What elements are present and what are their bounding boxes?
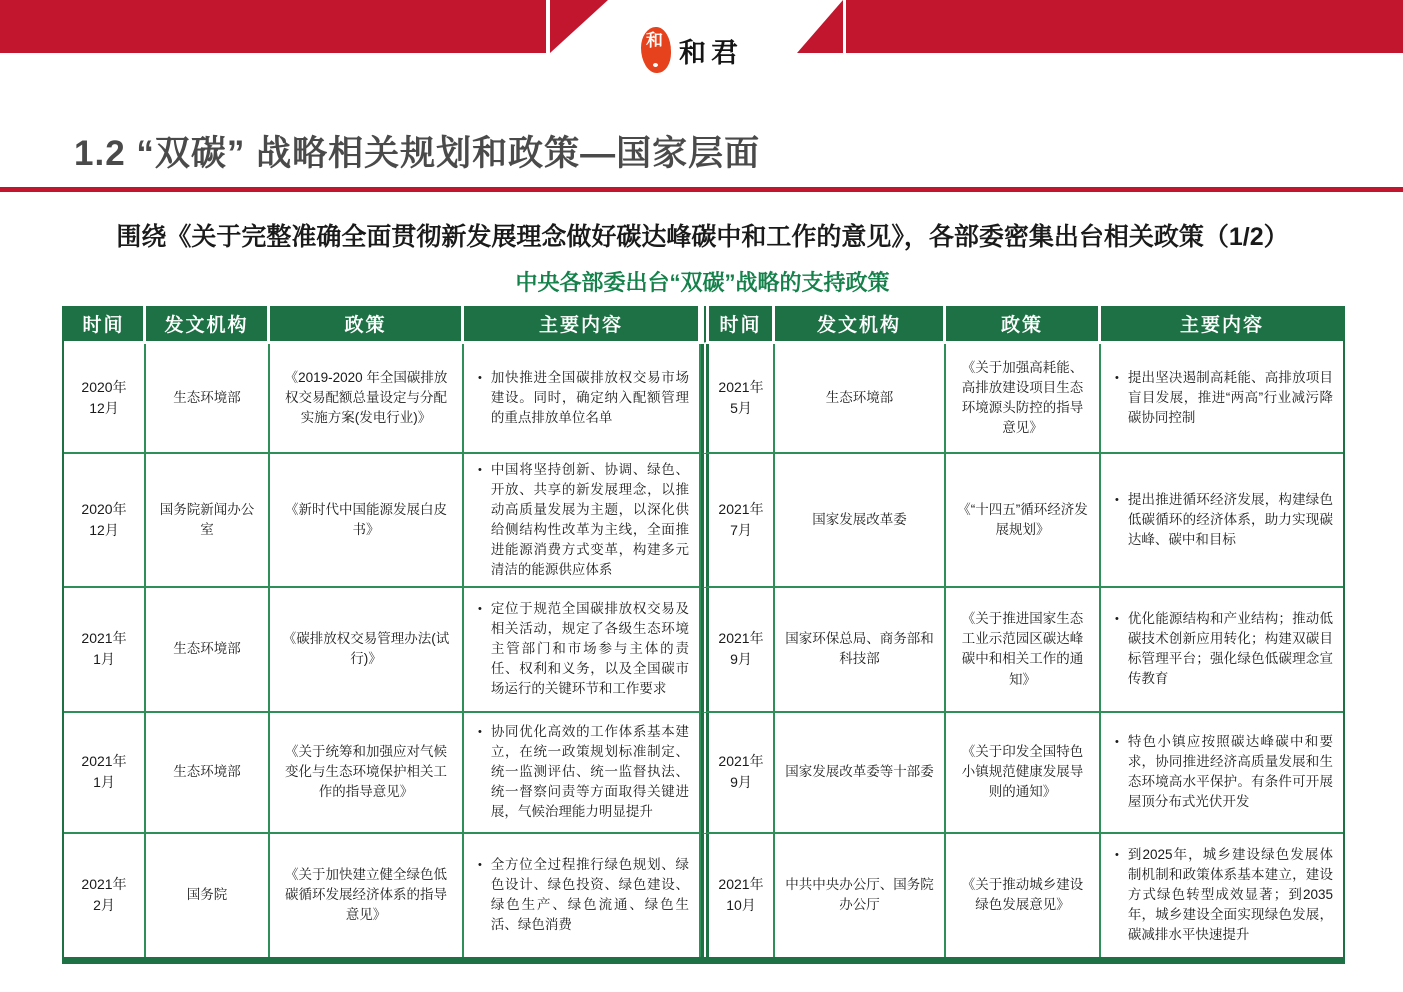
content-text: 中国将坚持创新、协调、绿色、开放、共享的新发展理念，以推动高质量发展为主题，以深化供给侧结构性改革为主线，全面推进能源消费方式变革，构建多元清洁的能源供应体系 (490, 462, 689, 577)
time-year: 2021年 (81, 876, 127, 893)
agency-cell: 国务院新闻办公室 (146, 454, 270, 588)
content-cell (1101, 454, 1343, 588)
time-cell (64, 454, 146, 588)
content-text: 到2025年，城乡建设绿色发展体制机制和政策体系基本建立，建设方式绿色转型成效显著；到2035年，城乡建设全面实现绿色发展，碳减排水平快速提升 (1127, 847, 1333, 943)
content-cell (464, 454, 701, 588)
col-header-time: 时间 (64, 306, 146, 344)
content-row (1101, 362, 1343, 434)
content-text: 全方位全过程推行绿色规划、绿色设计、绿色投资、绿色建设、绿色生产、绿色流通、绿色生活、绿色消费 (490, 857, 689, 933)
title-divider (0, 187, 1403, 192)
agency-cell: 国务院 (146, 834, 270, 957)
time-year: 2021年 (718, 379, 764, 395)
content-text: 定位于规范全国碳排放权交易及相关活动，规定了各级生态环境主管部门和市场参与主体的责任、权利和义务，以及全国碳市场运行的关键环节和工作要求 (490, 601, 689, 697)
content-cell (464, 344, 701, 454)
time-year: 2021年 (718, 876, 764, 893)
time-cell (701, 344, 775, 454)
col-header-content: 主要内容 (464, 306, 701, 344)
time-year: 2021年 (81, 753, 127, 770)
bullet-icon: • (478, 859, 482, 872)
content-row (464, 593, 699, 705)
agency-cell: 生态环境部 (146, 713, 270, 834)
agency-cell: 中共中央办公厅、国务院办公厅 (775, 834, 946, 957)
policy-cell: 《关于推进国家生态工业示范园区碳达峰碳中和相关工作的通知》 (946, 588, 1101, 713)
time-month: 1月 (93, 774, 115, 791)
band-left-rect (0, 0, 546, 53)
time-month: 12月 (89, 521, 119, 538)
content-cell (1101, 588, 1343, 713)
time-month: 9月 (730, 651, 752, 668)
col-header-policy-right: 政策 (946, 306, 1101, 344)
policy-table (64, 306, 1343, 957)
time-year: 2021年 (81, 630, 127, 647)
bullet-icon: • (1115, 849, 1119, 862)
time-year: 2021年 (718, 753, 764, 770)
table-row (64, 834, 1343, 957)
content-cell (464, 713, 701, 834)
content-row (464, 454, 699, 586)
subtitle: 围绕《关于完整准确全面贯彻新发展理念做好碳达峰碳中和工作的意见》，各部委密集出台相关政策（1/2） (116, 223, 1289, 251)
band-left-triangle (550, 0, 608, 53)
content-row (1101, 603, 1343, 695)
content-text: 协同优化高效的工作体系基本建立，在统一政策规划标准制定、统一监测评估、统一监督执法、统一督察问责等方面取得关键进展，气候治理能力明显提升 (490, 724, 689, 820)
time-cell (701, 588, 775, 713)
hejun-logo-text: 和君 (679, 37, 743, 68)
time-month: 2月 (93, 897, 115, 914)
content-cell (464, 588, 701, 713)
content-cell (1101, 834, 1343, 957)
seal-curl-icon (651, 61, 660, 69)
table-body (64, 344, 1343, 957)
content-text: 特色小镇应按照碳达峰碳中和要求，协同推进经济高质量发展和生态环境高水平保护。有条件可开展屋顶分布式光伏开发 (1127, 734, 1333, 810)
content-row (464, 362, 699, 434)
content-text: 提出推进循环经济发展，构建绿色低碳循环的经济体系，助力实现碳达峰、碳中和目标 (1127, 491, 1333, 547)
time-year: 2020年 (81, 379, 127, 395)
time-cell (64, 834, 146, 957)
page-title: 1.2 “双碳” 战略相关规划和政策—国家层面 (74, 134, 761, 173)
table-caption: 中央各部委出台“双碳”战略的支持政策 (515, 270, 890, 295)
policy-table-wrap (62, 306, 1345, 964)
agency-cell: 生态环境部 (146, 588, 270, 713)
time-cell (64, 344, 146, 454)
table-row (64, 588, 1343, 713)
col-header-agency: 发文机构 (146, 306, 270, 344)
time-month: 12月 (89, 400, 119, 416)
content-row (464, 716, 699, 828)
band-right-triangle (797, 0, 843, 53)
content-row (1101, 726, 1343, 818)
table-header-row (64, 306, 1343, 344)
table-row (64, 713, 1343, 834)
agency-cell: 国家发展改革委等十部委 (775, 713, 946, 834)
content-row (1101, 839, 1343, 951)
bullet-icon: • (1115, 736, 1119, 749)
policy-cell: 《关于加快建立健全绿色低碳循环发展经济体系的指导意见》 (270, 834, 464, 957)
col-header-agency-right: 发文机构 (775, 306, 946, 344)
seal-character: 和 (646, 31, 663, 50)
table-row (64, 344, 1343, 454)
time-month: 1月 (93, 651, 115, 668)
content-cell (1101, 344, 1343, 454)
time-year: 2020年 (81, 500, 127, 517)
time-year: 2021年 (718, 500, 764, 517)
content-text: 提出坚决遏制高耗能、高排放项目盲目发展，推进“两高”行业减污降碳协同控制 (1127, 370, 1333, 425)
time-cell (701, 454, 775, 588)
content-text: 优化能源结构和产业结构；推动低碳技术创新应用转化；构建双碳目标管理平台；强化绿色低碳理念宣传教育 (1127, 611, 1333, 687)
policy-cell: 《关于推动城乡建设绿色发展意见》 (946, 834, 1101, 957)
bullet-icon: • (1115, 372, 1119, 385)
hejun-seal-icon (641, 27, 671, 73)
col-header-policy: 政策 (270, 306, 464, 344)
table-row (64, 454, 1343, 588)
agency-cell: 国家发展改革委 (775, 454, 946, 588)
time-month: 9月 (730, 774, 752, 791)
time-cell (701, 713, 775, 834)
bullet-icon: • (478, 464, 482, 476)
col-header-content-right: 主要内容 (1101, 306, 1343, 344)
col-header-time-right: 时间 (701, 306, 775, 344)
agency-cell: 生态环境部 (775, 344, 946, 454)
time-cell (701, 834, 775, 957)
time-year: 2021年 (718, 630, 764, 647)
agency-cell: 生态环境部 (146, 344, 270, 454)
time-cell (64, 713, 146, 834)
time-month: 10月 (726, 897, 756, 914)
bullet-icon: • (478, 726, 482, 739)
time-month: 7月 (730, 521, 752, 538)
bullet-icon: • (478, 372, 482, 385)
bullet-icon: • (1115, 493, 1119, 506)
policy-cell: 《2019-2020 年全国碳排放权交易配额总量设定与分配实施方案(发电行业)》 (270, 344, 464, 454)
hejun-logo (641, 27, 743, 73)
policy-cell: 《关于加强高耗能、高排放建设项目生态环境源头防控的指导意见》 (946, 344, 1101, 454)
policy-cell: 《“十四五”循环经济发展规划》 (946, 454, 1101, 588)
content-cell (1101, 713, 1343, 834)
time-cell (64, 588, 146, 713)
policy-cell: 《新时代中国能源发展白皮书》 (270, 454, 464, 588)
content-text: 加快推进全国碳排放权交易市场建设。同时，确定纳入配额管理的重点排放单位名单 (490, 370, 689, 425)
time-month: 5月 (730, 400, 752, 416)
policy-cell: 《关于统筹和加强应对气候变化与生态环境保护相关工作的指导意见》 (270, 713, 464, 834)
content-row (464, 849, 699, 941)
policy-cell: 《关于印发全国特色小镇规范健康发展导则的通知》 (946, 713, 1101, 834)
bullet-icon: • (478, 603, 482, 616)
agency-cell: 国家环保总局、商务部和科技部 (775, 588, 946, 713)
band-right-rect (846, 0, 1403, 53)
content-row (1101, 484, 1343, 556)
policy-cell: 《碳排放权交易管理办法(试行)》 (270, 588, 464, 713)
bullet-icon: • (1115, 613, 1119, 626)
content-cell (464, 834, 701, 957)
